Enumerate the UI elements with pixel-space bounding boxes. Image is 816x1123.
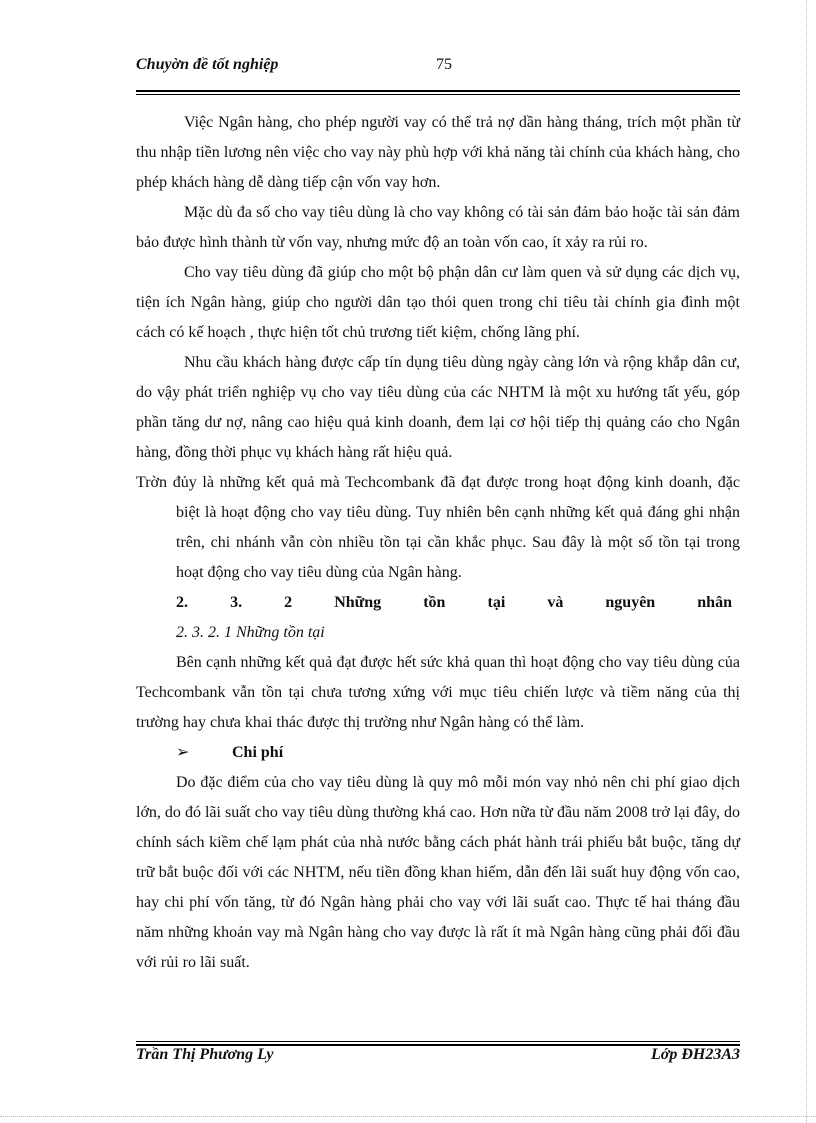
section-heading <box>136 588 740 618</box>
section-heading-part: 2 <box>284 594 293 611</box>
subsection-heading: 2. 3. 2. 1 Những tồn tại <box>176 624 325 641</box>
paragraph-after-bullet: Do đặc điểm của cho vay tiêu dùng là quy mô mỗi món vay nhỏ nên chi phí giao dịch lớn, do đó lãi suất cho vay tiêu dùng thường khá cao. Hơn nữa từ đầu năm 2008 trở lại đây, do chính sách kiềm chế lạm phát của nhà nước bằng cách phát hành trái phiếu bắt buộc, tăng dự trữ bắt buộc đối với các NHTM, nếu tiền đồng khan hiếm, dẫn đến lãi suất huy động vốn cao, hay chi phí vốn tăng, từ đó Ngân hàng phải cho vay với lãi suất cao. Thực tế hai tháng đầu năm những khoản vay mà Ngân hàng cho vay được là rất ít mà Ngân hàng cũng phải đối đầu với rủi ro lãi suất. <box>136 774 740 971</box>
paragraph-3: Cho vay tiêu dùng đã giúp cho một bộ phận dân cư làm quen và sử dụng các dịch vụ, tiện ích Ngân hàng, giúp cho người dân tạo thói quen trong chi tiêu tài chính gia đình một cách có kế hoạch , thực hiện tốt chủ trương tiết kiệm, chống lãng phí. <box>136 264 740 341</box>
bullet-item <box>136 738 740 768</box>
section-heading-part: nguyên <box>605 594 656 611</box>
section-heading-part: 3. <box>230 594 243 611</box>
paragraph-2: Mặc dù đa số cho vay tiêu dùng là cho vay không có tài sản đảm bảo hoặc tài sản đảm bảo được hình thành từ vốn vay, nhưng mức độ an toàn vốn cao, ít xảy ra rủi ro. <box>136 204 740 251</box>
footer-rule-thin <box>136 1041 740 1042</box>
arrow-bullet-icon: ➢ <box>176 744 190 761</box>
section-heading-part: tại <box>487 594 506 611</box>
section-heading-part: 2. <box>176 594 188 611</box>
section-heading-part: và <box>547 594 564 611</box>
paragraph-1: Việc Ngân hàng, cho phép người vay có thể trả nợ dần hàng tháng, trích một phần từ thu nhập tiền lương nên việc cho vay này phù hợp với khả năng tài chính của khách hàng, cho phép khách hàng dễ dàng tiếp cận vốn vay hơn. <box>136 114 740 191</box>
footer-class: Lớp ĐH23A3 <box>650 1046 740 1063</box>
header-rule <box>136 90 740 92</box>
bullet-label: Chi phí <box>232 744 284 761</box>
paragraph-after-subsection: Bên cạnh những kết quả đạt được hết sức khả quan thì hoạt động cho vay tiêu dùng của Techcombank vẫn tồn tại chưa tương xứng với mục tiêu chiến lược và tiềm năng của thị trường hay chưa khai thác được thị trường như Ngân hàng có thể làm. <box>136 654 740 731</box>
page-edge-right <box>806 0 807 1123</box>
page-edge-bottom <box>0 1116 816 1117</box>
section-heading-part: tồn <box>423 594 446 611</box>
footer-author: Trần Thị Phương Ly <box>136 1046 274 1063</box>
paragraph-4: Nhu cầu khách hàng được cấp tín dụng tiêu dùng ngày càng lớn và rộng khắp dân cư, do vậy phát triển nghiệp vụ cho vay tiêu dùng của các NHTM là một xu hướng tất yếu, góp phần tăng dư nợ, nâng cao hiệu quả kinh doanh, đem lại cơ hội tiếp thị quảng cáo cho Ngân hàng, đồng thời phục vụ khách hàng rất hiệu quả. <box>136 354 740 461</box>
section-heading-part: nhân <box>697 594 732 611</box>
page-number: 75 <box>436 56 452 73</box>
header-rule-thin <box>136 94 740 95</box>
paragraph-5: Trờn đủy là những kết quả mà Techcombank đã đạt được trong hoạt động kinh doanh, đặc biệt là hoạt động cho vay tiêu dùng. Tuy nhiên bên cạnh những kết quả đáng ghi nhận trên, chi nhánh vẫn còn nhiều tồn tại cần khắc phục. Sau đây là một số tồn tại trong hoạt động cho vay tiêu dùng của Ngân hàng. <box>136 474 740 581</box>
header-title: Chuyờn đề tốt nghiệp <box>136 56 279 73</box>
document-body <box>136 108 740 978</box>
section-heading-part: Những <box>334 594 382 611</box>
